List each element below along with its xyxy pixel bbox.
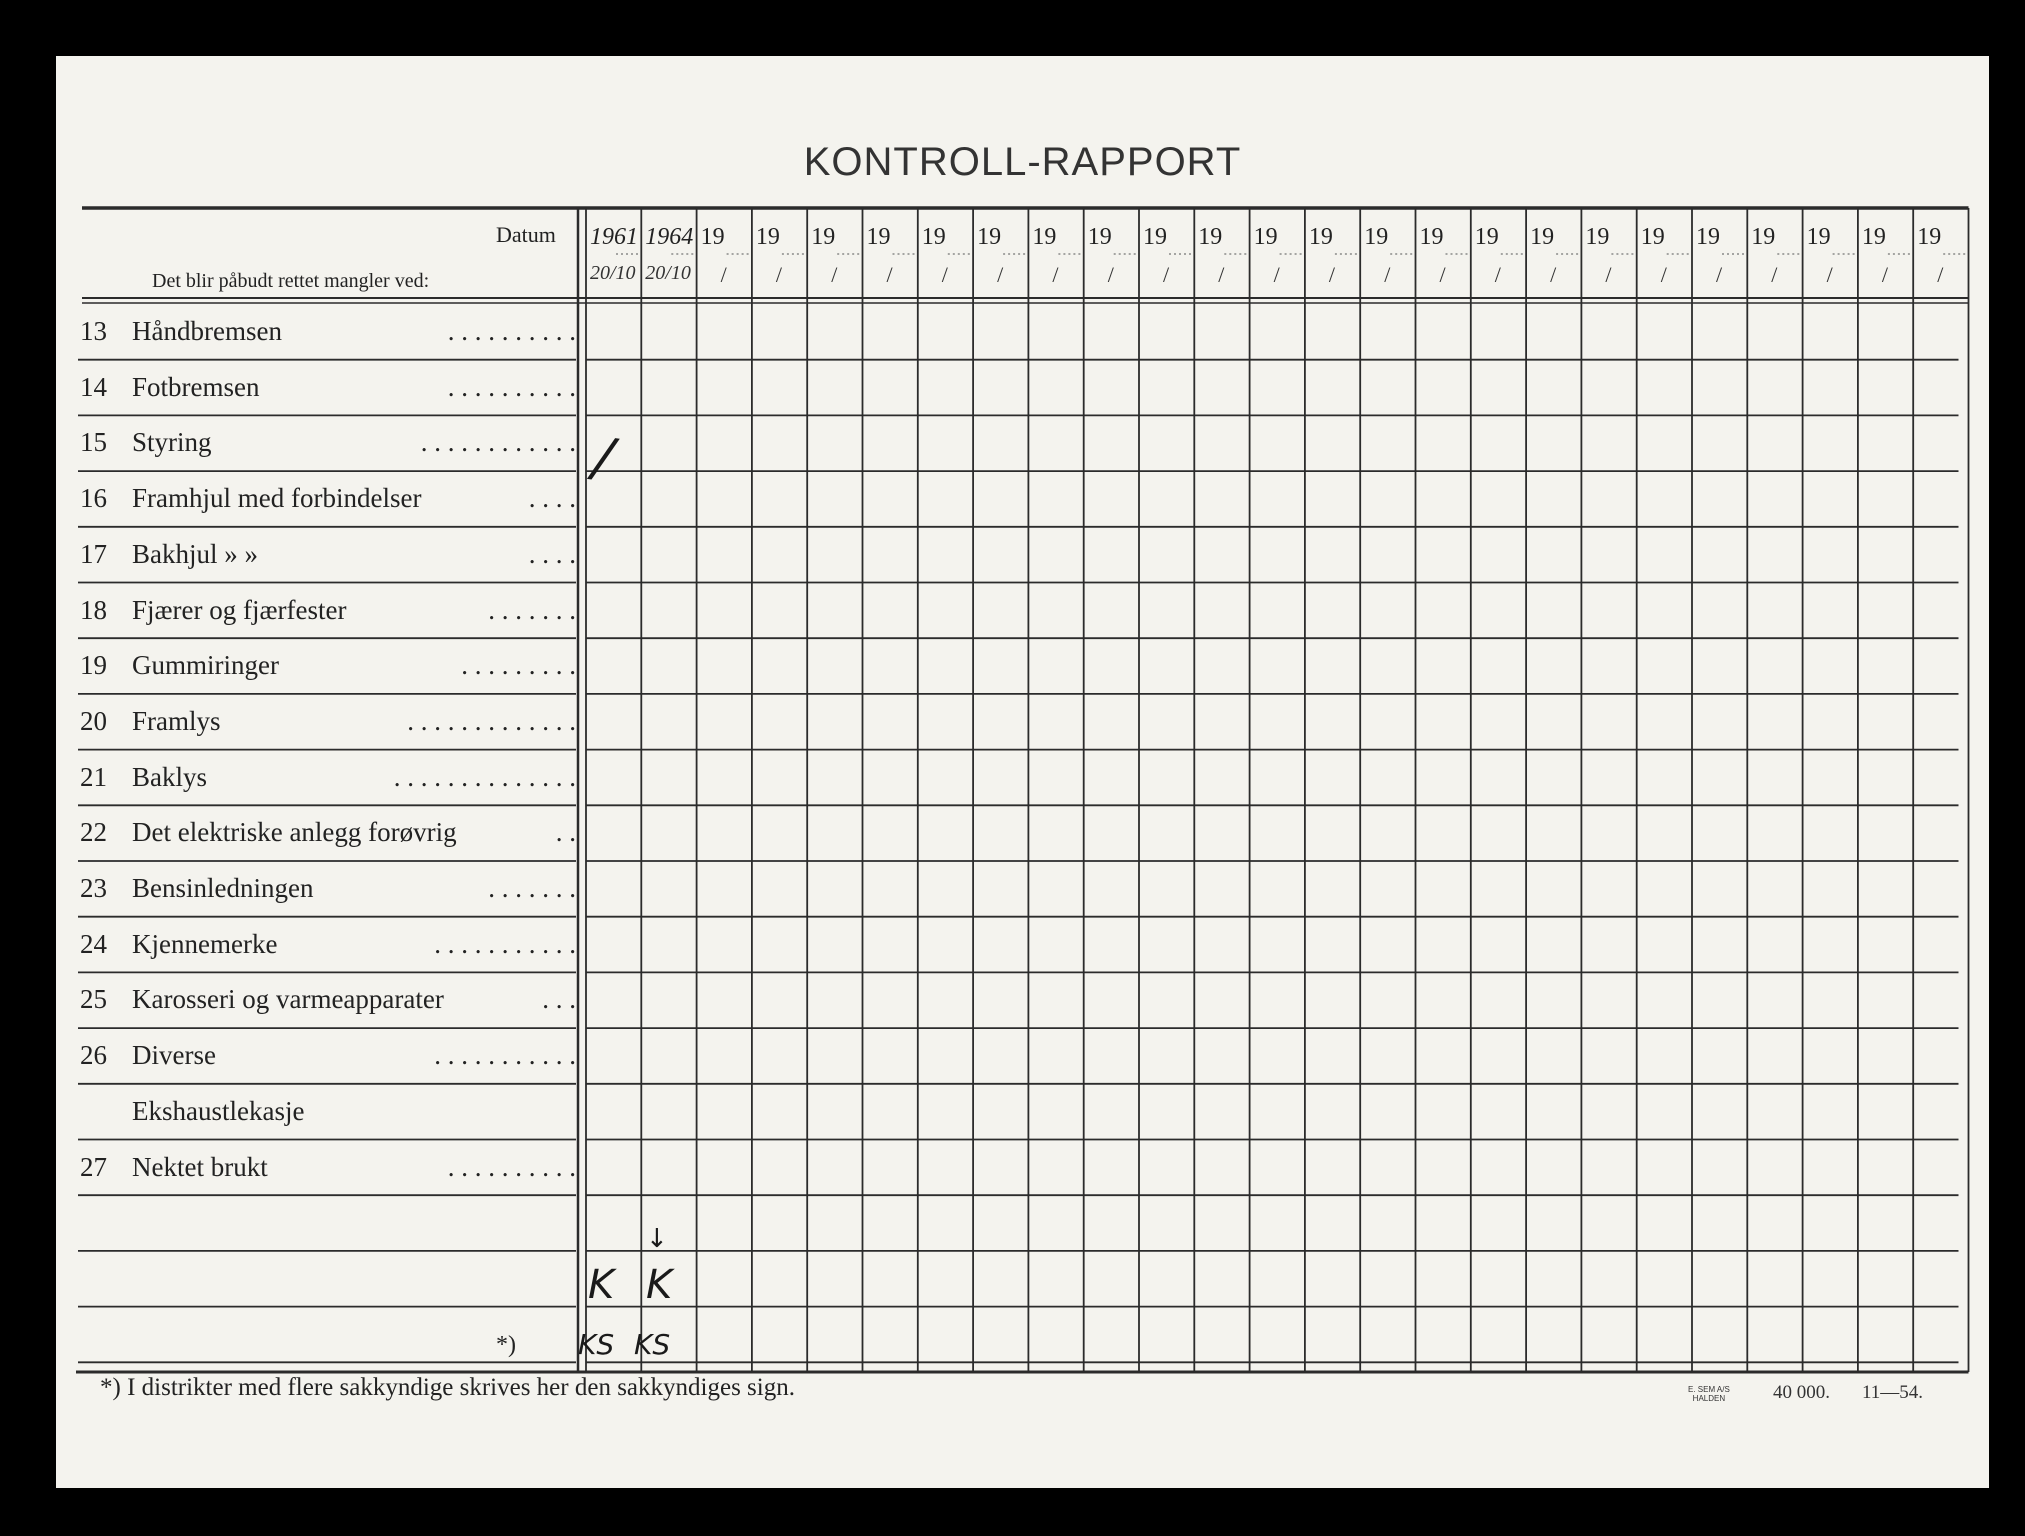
row-label: Karosseri og varmeapparater — [132, 984, 444, 1015]
row-label: Fotbremsen — [132, 371, 260, 402]
column-day-month: / — [1494, 262, 1501, 287]
column-day-month: 20/10 — [590, 262, 636, 284]
row-number: 13 — [80, 316, 107, 346]
handwritten-signature-k1: K — [588, 1262, 615, 1308]
row-label: Diverse — [132, 1040, 216, 1071]
column-day-month: / — [720, 262, 727, 287]
handwritten-signature-ks1: KS — [578, 1328, 615, 1361]
column-day-month: / — [1439, 262, 1446, 287]
control-report-card — [56, 56, 1989, 1488]
row-leader-dots: . . . . . . . . . . . — [434, 1040, 576, 1071]
column-year: 19 — [1087, 224, 1112, 250]
column-day-month: / — [886, 262, 893, 287]
column-day-month: / — [1163, 262, 1170, 287]
row-number: 16 — [80, 483, 107, 514]
column-day-month: / — [1716, 262, 1723, 287]
column-year: 1961 — [590, 224, 638, 250]
column-day-month: / — [1273, 262, 1280, 287]
column-day-month: / — [1052, 262, 1059, 287]
column-year: 19 — [1917, 224, 1942, 250]
row-number: 17 — [80, 538, 107, 569]
row-leader-dots: . . . . . . . — [488, 594, 576, 625]
row-number: 15 — [80, 427, 107, 458]
column-day-month: / — [1550, 262, 1557, 287]
row-leader-dots: . . . . . . . . . . . . . — [407, 705, 576, 736]
printer-mark — [1688, 1385, 1730, 1403]
column-day-month: / — [1384, 262, 1391, 287]
column-year: 19 — [977, 224, 1002, 250]
row-label: Bensinledningen — [132, 873, 314, 903]
column-day-month: / — [1218, 262, 1225, 287]
column-year: 19 — [1419, 224, 1444, 250]
signature-marker: *) — [496, 1332, 516, 1358]
column-year: 19 — [1143, 224, 1167, 250]
row-leader-dots: . . . . . . . . . . . — [434, 928, 576, 959]
column-year: 19 — [921, 224, 946, 250]
column-year: 19 — [1806, 224, 1831, 250]
row-leader-dots: . . . — [542, 984, 576, 1015]
printer-name: E. SEM A/S — [1688, 1385, 1730, 1394]
datum-label: Datum — [496, 222, 556, 247]
row-number: 21 — [80, 761, 107, 792]
handwritten-styring-mark: / — [589, 425, 617, 490]
column-year: 1964 — [645, 224, 694, 250]
row-leader-dots: . . . . . . . . . . — [447, 316, 576, 346]
row-number: 18 — [80, 594, 107, 625]
column-day-month: / — [1107, 262, 1114, 287]
column-year: 19 — [755, 224, 780, 250]
row-leader-dots: . . . . — [528, 483, 576, 514]
column-day-month: / — [997, 262, 1004, 287]
column-year: 19 — [1640, 224, 1665, 250]
column-year: 19 — [1861, 224, 1886, 250]
row-label: Det elektriske anlegg forøvrig — [132, 817, 457, 848]
column-year: 19 — [1308, 224, 1333, 250]
row-label: Ekshaustlekasje — [132, 1095, 305, 1126]
row-label: Framlys — [132, 705, 221, 736]
header-subtitle: Det blir påbudt rettet mangler ved: — [152, 270, 430, 292]
column-day-month: / — [1328, 262, 1336, 287]
row-label: Styring — [132, 427, 212, 458]
column-day-month: / — [831, 262, 838, 287]
column-day-month: / — [1771, 262, 1778, 287]
column-year: 19 — [1530, 224, 1555, 250]
row-leader-dots: . . — [555, 817, 576, 848]
column-day-month: / — [1660, 262, 1667, 287]
row-leader-dots: . . . . . . . . . . . . — [420, 427, 576, 458]
page-title: KONTROLL-RAPPORT — [803, 140, 1242, 184]
column-day-month: 20/10 — [645, 262, 691, 284]
row-leader-dots: . . . . . . . — [488, 873, 576, 903]
column-year: 19 — [1585, 224, 1610, 250]
row-number: 22 — [80, 817, 107, 848]
column-year: 19 — [700, 224, 725, 250]
footnote: *) I distrikter med flere sakkyndige skrives her den sakkyndiges sign. — [100, 1374, 795, 1401]
column-day-month: / — [1937, 262, 1944, 287]
row-leader-dots: . . . . . . . . . . — [447, 371, 576, 402]
column-day-month: / — [941, 262, 948, 287]
row-label: Gummiringer — [132, 650, 279, 681]
column-year: 19 — [1364, 224, 1389, 250]
row-leader-dots: . . . . . . . . . . — [447, 1151, 576, 1182]
row-label: Kjennemerke — [132, 928, 278, 959]
row-label: Nektet brukt — [132, 1151, 268, 1182]
column-day-month: / — [775, 262, 783, 287]
column-year: 19 — [1751, 224, 1776, 250]
column-day-month: / — [1826, 262, 1833, 287]
row-number: 19 — [80, 650, 107, 681]
column-day-month: / — [1605, 262, 1612, 287]
row-label: Håndbremsen — [132, 316, 282, 346]
column-year: 19 — [1474, 224, 1499, 250]
handwritten-small-mark: ↓ — [646, 1224, 668, 1254]
row-number: 24 — [80, 928, 107, 959]
column-year: 19 — [1198, 224, 1223, 250]
row-leader-dots: . . . . . . . . . . . . . . — [393, 761, 576, 792]
row-leader-dots: . . . . — [528, 538, 576, 569]
column-day-month: / — [1881, 262, 1889, 287]
column-year: 19 — [1696, 224, 1720, 250]
row-label: Bakhjul » » — [132, 538, 258, 569]
print-count: 40 000. — [1773, 1382, 1830, 1403]
row-leader-dots: . . . . . . . . . — [461, 650, 576, 681]
row-number: 26 — [80, 1040, 107, 1071]
row-label: Fjærer og fjærfester — [132, 594, 347, 625]
column-year: 19 — [811, 224, 836, 250]
handwritten-signature-k2: K — [646, 1262, 673, 1308]
row-label: Framhjul med forbindelser — [132, 483, 422, 514]
column-year: 19 — [866, 224, 891, 250]
print-date: 11—54. — [1862, 1382, 1924, 1403]
row-number: 23 — [80, 873, 107, 903]
row-label: Baklys — [132, 761, 208, 792]
row-number: 25 — [80, 984, 107, 1015]
row-number: 20 — [80, 705, 107, 736]
printer-city: HALDEN — [1692, 1394, 1726, 1403]
row-number: 14 — [80, 371, 107, 402]
column-year: 19 — [1253, 224, 1278, 250]
handwritten-signature-ks2: KS — [634, 1328, 671, 1361]
column-year: 19 — [1032, 224, 1057, 250]
row-number: 27 — [80, 1151, 107, 1182]
